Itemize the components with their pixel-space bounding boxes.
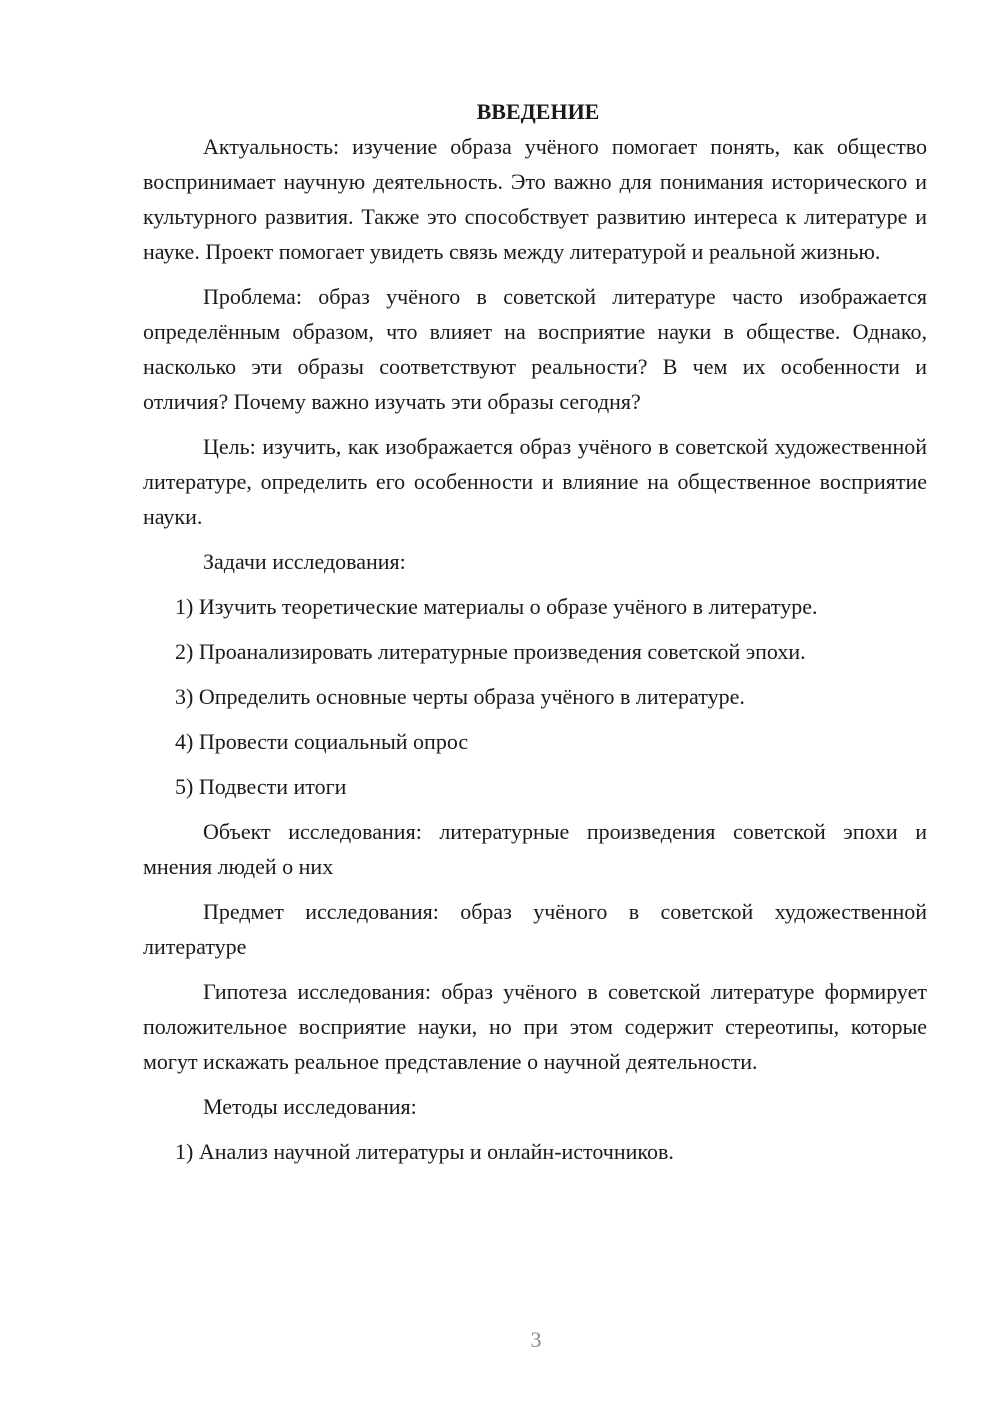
tasks-list bbox=[143, 589, 927, 804]
problem-paragraph: Проблема: образ учёного в советской литературе часто изображается определённым образом, что влияет на восприятие науки в обществе. Однако, насколько эти образы соответствуют реальности? В чем их особенности и отличия? Почему важно изучать эти образы сегодня? bbox=[143, 284, 927, 414]
task-item: 3) Определить основные черты образа учёного в литературе. bbox=[175, 684, 745, 709]
subject-paragraph: Предмет исследования: образ учёного в советской художественной литературе bbox=[143, 899, 927, 959]
task-item: 5) Подвести итоги bbox=[175, 774, 347, 799]
tasks-label: Задачи исследования: bbox=[203, 549, 406, 574]
hypothesis-paragraph: Гипотеза исследования: образ учёного в советской литературе формирует положительное восприятие науки, но при этом содержит стереотипы, которые могут искажать реальное представление о научной деятельности. bbox=[143, 979, 927, 1074]
task-item: 1) Изучить теоретические материалы о образе учёного в литературе. bbox=[175, 594, 818, 619]
methods-list bbox=[143, 1134, 927, 1169]
goal-paragraph: Цель: изучить, как изображается образ учёного в советской художественной литературе, определить его особенности и влияние на общественное восприятие науки. bbox=[143, 434, 927, 529]
page-body bbox=[143, 94, 927, 1169]
task-item: 2) Проанализировать литературные произведения советской эпохи. bbox=[175, 639, 806, 664]
methods-label: Методы исследования: bbox=[203, 1094, 417, 1119]
task-item: 4) Провести социальный опрос bbox=[175, 729, 469, 754]
object-paragraph: Объект исследования: литературные произведения советской эпохи и мнения людей о них bbox=[143, 819, 927, 879]
method-item: 1) Анализ научной литературы и онлайн-источников. bbox=[175, 1139, 674, 1164]
section-heading: ВВЕДЕНИЕ bbox=[476, 99, 600, 124]
relevance-paragraph: Актуальность: изучение образа учёного помогает понять, как общество воспринимает научную деятельность. Это важно для понимания исторического и культурного развития. Также это способствует развитию интереса к литературе и науке. Проект помогает увидеть связь между литературой и реальной жизнью. bbox=[143, 134, 927, 264]
page-number: 3 bbox=[530, 1327, 542, 1352]
